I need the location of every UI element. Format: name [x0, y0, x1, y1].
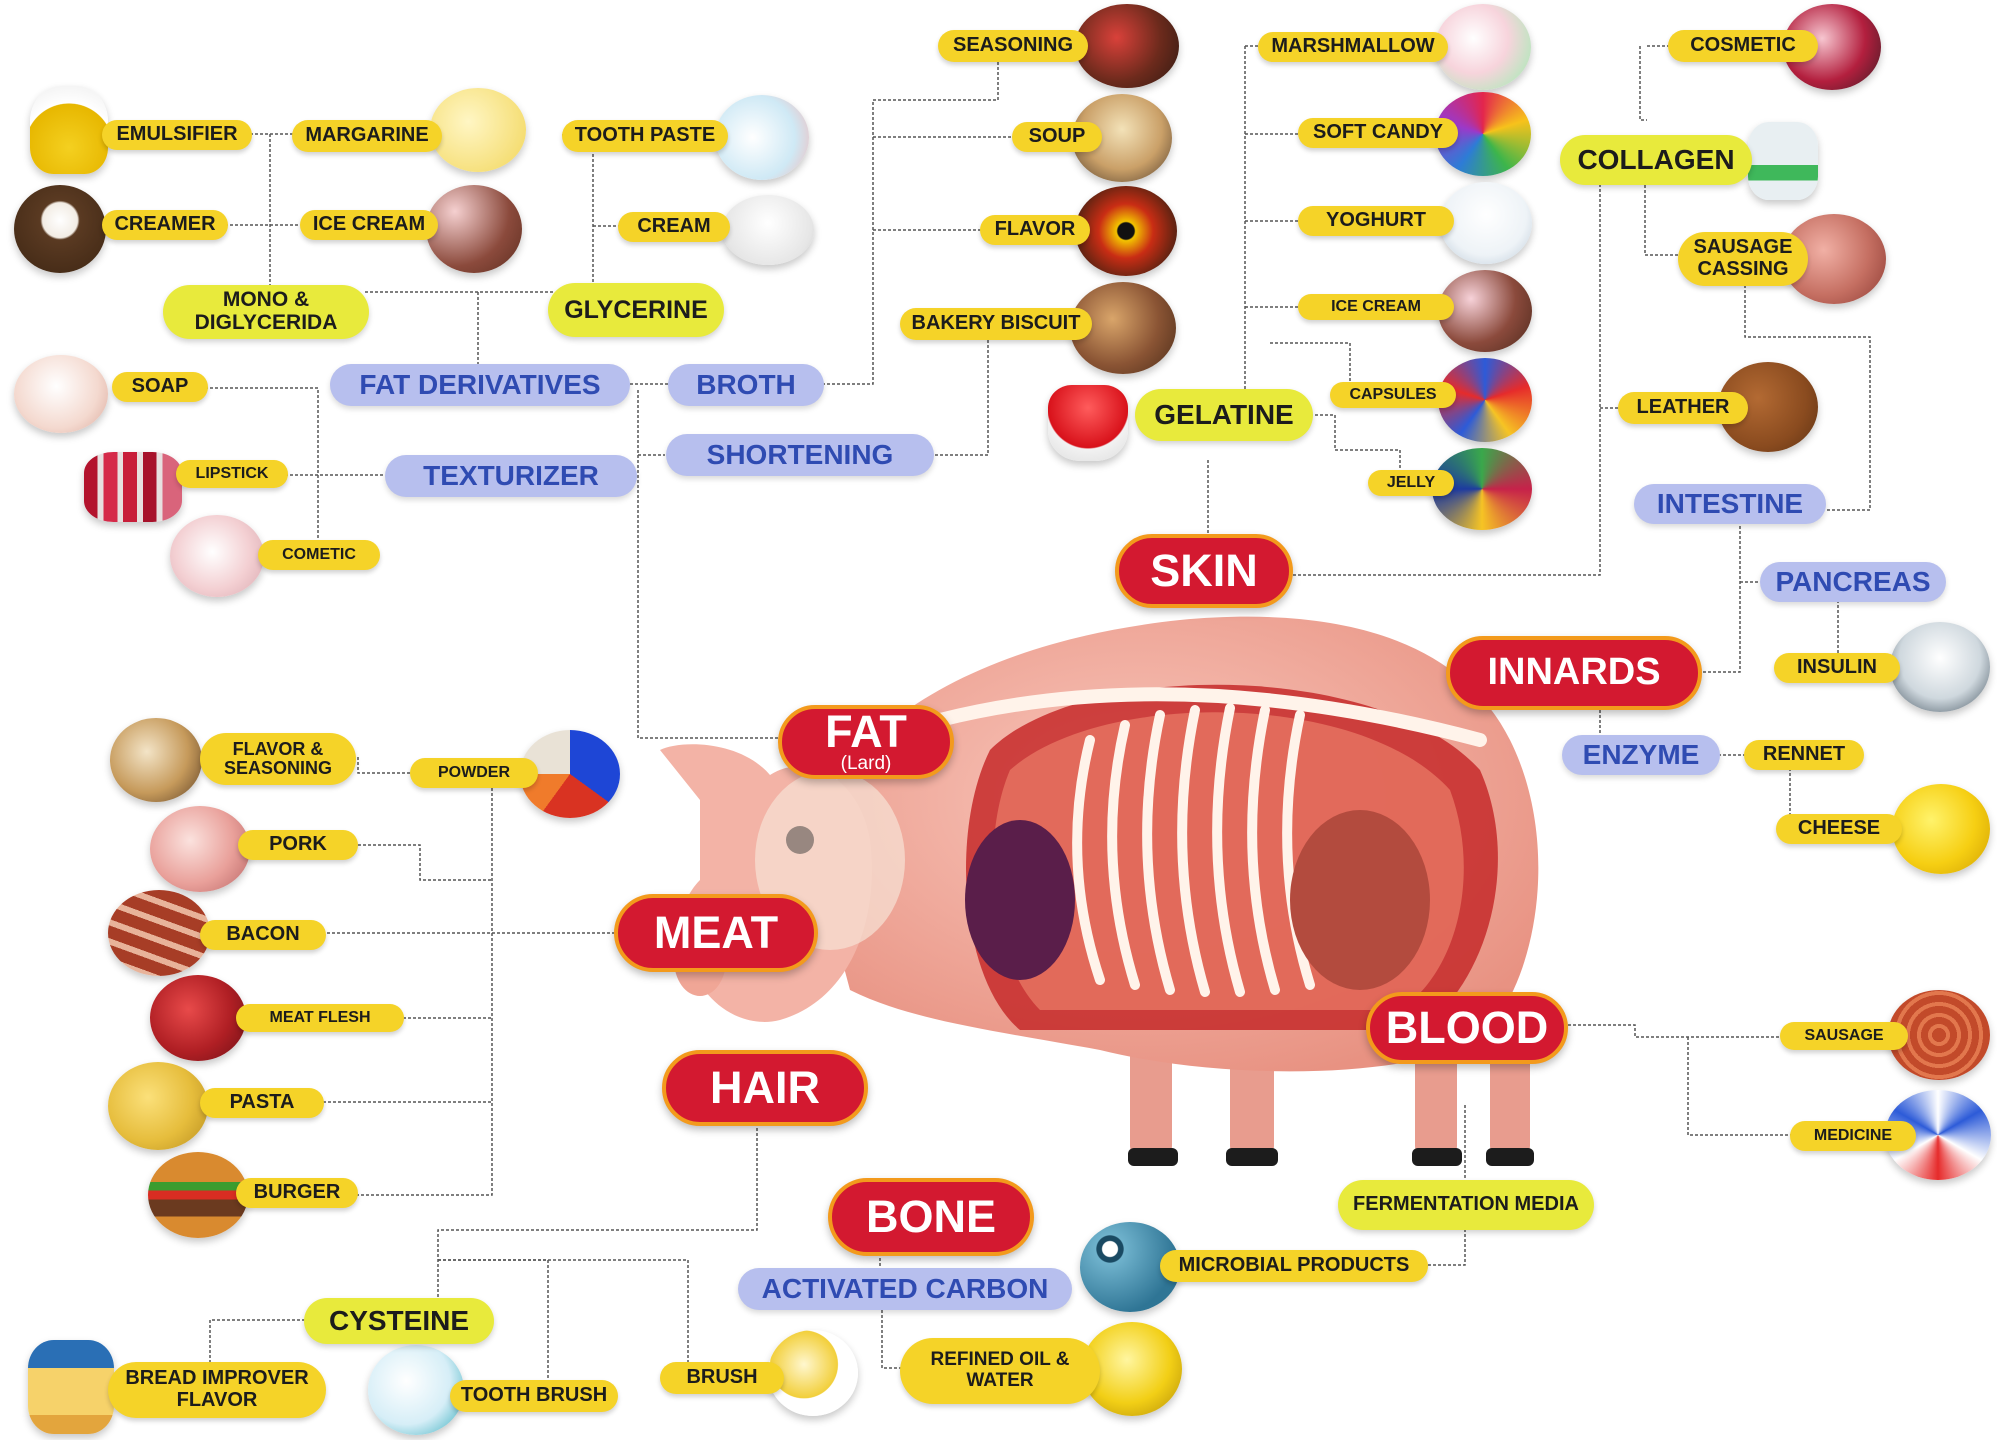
gelatine-image	[1048, 385, 1128, 461]
cysteine-label: CYSTEINE	[304, 1298, 494, 1344]
insulin-image	[1890, 622, 1990, 712]
medicine-label: MEDICINE	[1790, 1121, 1916, 1151]
intestine-label: INTESTINE	[1634, 484, 1826, 524]
fermentation-media-label: FERMENTATION MEDIA	[1338, 1180, 1594, 1230]
soft-candy-label: SOFT CANDY	[1298, 118, 1458, 148]
burger-image	[148, 1152, 248, 1238]
collagen-label: COLLAGEN	[1560, 135, 1752, 185]
category-meat: MEAT	[614, 894, 818, 972]
fat-title: FAT	[825, 706, 907, 758]
soap-label: SOAP	[112, 372, 208, 402]
category-innards: INNARDS	[1446, 636, 1702, 710]
microbial-products-label: MICROBIAL PRODUCTS	[1160, 1250, 1428, 1282]
shortening-label: SHORTENING	[666, 434, 934, 476]
bread-improver-label: BREAD IMPROVER FLAVOR	[108, 1362, 326, 1418]
creamer-image	[14, 185, 106, 273]
fat-derivatives-label: FAT DERIVATIVES	[330, 364, 630, 406]
gelatine-label: GELATINE	[1135, 389, 1313, 441]
powder-label: POWDER	[410, 758, 538, 788]
tooth-paste-image	[715, 95, 809, 180]
tooth-paste-label: TOOTH PASTE	[562, 120, 728, 152]
pasta-image	[108, 1062, 208, 1150]
lipstick-label: LIPSTICK	[176, 460, 288, 488]
cometic-image	[170, 515, 264, 597]
tooth-brush-image	[368, 1345, 464, 1435]
ice-cream-skin-label: ICE CREAM	[1298, 294, 1454, 320]
margarine-image	[430, 88, 526, 172]
category-skin: SKIN	[1115, 534, 1293, 608]
rennet-label: RENNET	[1744, 740, 1864, 770]
flavor-label: FLAVOR	[980, 215, 1090, 245]
soup-label: SOUP	[1012, 122, 1102, 152]
texturizer-label: TEXTURIZER	[385, 455, 637, 497]
sausage-label: SAUSAGE	[1780, 1022, 1908, 1050]
margarine-label: MARGARINE	[292, 120, 442, 152]
flavor-seasoning-image	[110, 718, 202, 802]
marshmallow-label: MARSHMALLOW	[1258, 32, 1448, 62]
ice-cream-label: ICE CREAM	[300, 210, 438, 240]
flavor-image	[1075, 186, 1177, 276]
leather-label: LEATHER	[1618, 392, 1748, 424]
fat-subtitle: (Lard)	[840, 753, 892, 775]
cheese-image	[1892, 784, 1990, 874]
capsules-label: CAPSULES	[1330, 382, 1456, 408]
broth-label: BROTH	[668, 364, 824, 406]
seasoning-label: SEASONING	[938, 30, 1088, 62]
soap-image	[14, 355, 108, 433]
creamer-label: CREAMER	[102, 210, 228, 240]
category-bone: BONE	[828, 1178, 1034, 1256]
cream-label: CREAM	[618, 212, 730, 242]
collagen-image	[1748, 122, 1818, 200]
seasoning-image	[1075, 4, 1179, 88]
pancreas-label: PANCREAS	[1760, 562, 1946, 602]
sausage-casing-label: SAUSAGE CASSING	[1678, 232, 1808, 286]
burger-label: BURGER	[236, 1178, 358, 1208]
emulsifier-image	[30, 86, 108, 174]
ice-cream-image	[426, 185, 522, 273]
cometic-label: COMETIC	[258, 540, 380, 570]
cosmetic-label: COSMETIC	[1668, 30, 1818, 62]
marshmallow-image	[1435, 4, 1531, 90]
meat-flesh-image	[150, 975, 246, 1061]
flavor-seasoning-label: FLAVOR & SEASONING	[200, 733, 356, 785]
meat-flesh-label: MEAT FLESH	[236, 1004, 404, 1032]
bread-improver-image	[28, 1340, 114, 1434]
brush-label: BRUSH	[660, 1362, 784, 1394]
pork-image	[150, 806, 250, 892]
insulin-label: INSULIN	[1774, 653, 1900, 683]
glycerine-label: GLYCERINE	[548, 283, 724, 337]
bakery-biscuit-label: BAKERY BISCUIT	[900, 308, 1092, 340]
bacon-label: BACON	[200, 920, 326, 950]
enzyme-label: ENZYME	[1562, 735, 1720, 775]
bacon-image	[108, 890, 210, 976]
cream-image	[722, 195, 814, 265]
tooth-brush-label: TOOTH BRUSH	[450, 1380, 618, 1412]
emulsifier-label: EMULSIFIER	[102, 120, 252, 150]
jelly-label: JELLY	[1368, 470, 1454, 496]
pasta-label: PASTA	[200, 1088, 324, 1118]
category-blood: BLOOD	[1366, 992, 1568, 1064]
lipstick-image	[84, 452, 182, 522]
category-hair: HAIR	[662, 1050, 868, 1126]
mono-diglycerida-label: MONO & DIGLYCERIDA	[163, 285, 369, 339]
pork-label: PORK	[238, 830, 358, 860]
category-fat	[778, 705, 954, 779]
refined-oil-label: REFINED OIL & WATER	[900, 1338, 1100, 1404]
cheese-label: CHEESE	[1776, 814, 1902, 844]
activated-carbon-label: ACTIVATED CARBON	[738, 1268, 1072, 1310]
yoghurt-label: YOGHURT	[1298, 206, 1454, 236]
